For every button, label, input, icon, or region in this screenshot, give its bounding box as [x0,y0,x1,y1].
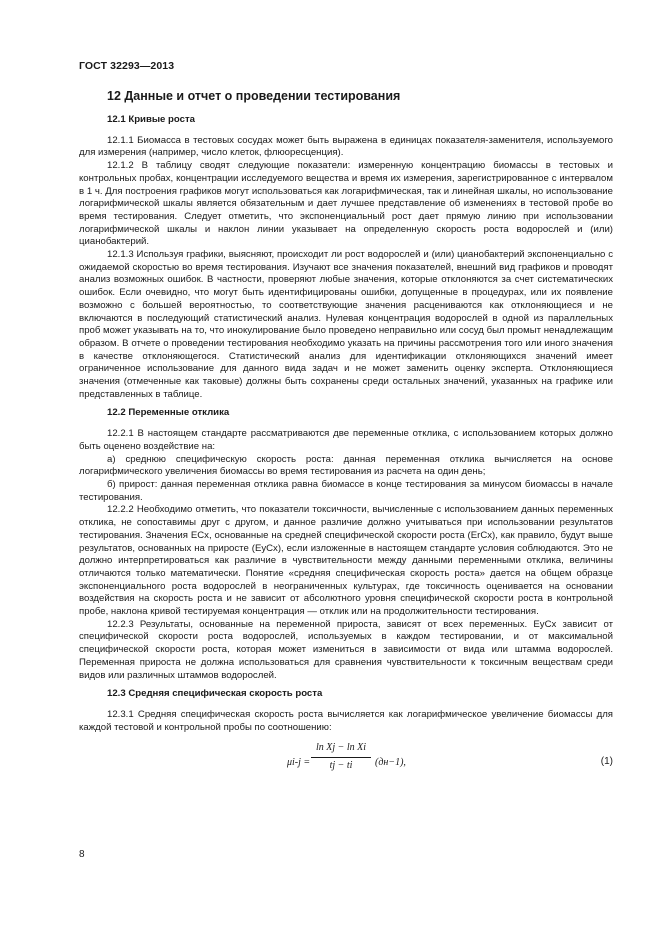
standard-header: ГОСТ 32293—2013 [79,60,175,72]
subsection-title-12-1: 12.1 Кривые роста [107,114,196,125]
list-item-b: б) прирост: данная переменная отклика равна биомассе в конце тестирования за минусом биомассы в начале тестирования. [79,478,613,503]
page-content [79,88,613,782]
section-title: 12 Данные и отчет о проведении тестирования [107,89,401,103]
page-number: 8 [79,849,85,860]
formula-lhs: μi-j = [287,757,311,769]
equation-number: (1) [600,756,613,768]
subsection-title-12-2: 12.2 Переменные отклика [107,407,230,419]
formula-fraction [311,742,371,772]
paragraph-12-3-1: 12.3.1 Средняя специфическая скорость роста вычисляется как логарифмическое увеличение биомассы для каждой тестовой и контрольной пробы по соотношению: [79,708,613,733]
paragraph-12-1-1: 12.1.1 Биомасса в тестовых сосудах может быть выражена в единицах показателя-заменителя, используемого для измерения (например, число клеток, флюоресценция). [79,134,613,159]
formula-unit: (дн−1), [375,757,406,769]
paragraph-12-2-3: 12.2.3 Результаты, основанные на переменной прироста, зависят от всех переменных. EyCx зависит от специфической скорости роста водорослей, используемых в каждом тестировании, и от максимальной специфической скорости роста, которая может измениться в зависимости от вида или штамма водорослей. Переменная прироста не должна использоваться для сравнения чувствительности к токсичным веществам среди видов или различных штаммов водорослей. [79,618,613,681]
subsection-title-12-3: 12.3 Средняя специфическая скорость роста [107,688,323,700]
paragraph-12-2-2: 12.2.2 Необходимо отметить, что показатели токсичности, вычисленные с использованием данных переменных отклика, не сопоставимы друг с другом, и данное различие должно учитываться при использовании результатов тестирования. Значения ECx, основанные на средней специфической скорости роста (ErCx), как правило, будут выше результатов, основанных на приросте (EyCx), если изложенные в настоящем стандарте условия соблюдаются. Это не должно интерпретироваться как различие в чувствительности между данными переменными отклика, величины отличаются только математически. Понятие «средняя специфическая скорость роста» дается на общем образце экспоненциального роста водорослей в неограниченных культурах, где токсичность оценивается на основании воздействия на скорость роста и не зависит от абсолютного уровня специфической скорости роста в контрольной пробе, наклона кривой тестируемая концентрация — отклик или на продолжительности тестирования. [79,504,613,618]
formula-numerator: ln Xj − ln Xi [311,742,371,758]
paragraph-12-1-2: 12.1.2 В таблицу сводят следующие показатели: измеренную концентрацию биомассы в тестовых и контрольных пробах, концентрации исследуемого вещества и время их измерения, зарегистрированное с интервалом в 1 ч. Для построения графиков могут использоваться как логарифмическая, так и линейная шкалы, но использование логарифмической шкалы является обязательным и дает лучшее представление об изменениях в тестовой пробе во время тестирования. Следует отметить, что экспоненциальный рост дает прямую линию при использовании логарифмической шкалы и наклон линии указывает на определенную скорость роста водорослей и (или) цианобактерий. [79,160,613,248]
paragraph-12-2-1: 12.2.1 В настоящем стандарте рассматриваются две переменные отклика, с использованием которых должно быть оценено воздействие на: [79,428,613,452]
paragraph-12-1-3: 12.1.3 Используя графики, выясняют, происходит ли рост водорослей и (или) цианобактерий экспоненциально с ожидаемой скоростью во время тестирования. Изучают все значения показателей, внешний вид графиков и проводят анализ возможных ошибок. В частности, проверяют любые значения, которые отклоняются за счет систематических ошибок. Если очевидно, что могут быть идентифицированы ошибки, допущенные в процедурах, или их появление возможно с большей вероятностью, то соответствующие значения расцениваются как отклоняющиеся и не включаются в последующий статистический анализ. Нулевая концентрация водорослей в одной из параллельных проб может указывать на то, что инокулирование было проведено неправильно или сосуд был промыт ненадлежащим образом. В отчете о проведении тестирования необходимо указать на причины рассмотрения того или иного значения в качестве отклоняющегося. Статистический анализ для идентификации отклоняющихся значений имеет ограниченное использование для данного вида задач и не может заменить оценку эксперта. Отклоняющиеся значения (отмеченные как таковые) должны быть сохранены среди остальных значений, указанных на графике или представленных в таблице. [79,249,613,400]
growth-rate-formula [79,742,613,782]
list-item-a: а) среднюю специфическую скорость роста: данная переменная отклика вычисляется на основе логарифмического увеличения биомассы во время тестирования из расчета на один день; [79,453,613,478]
formula-denominator: tj − ti [329,760,353,772]
